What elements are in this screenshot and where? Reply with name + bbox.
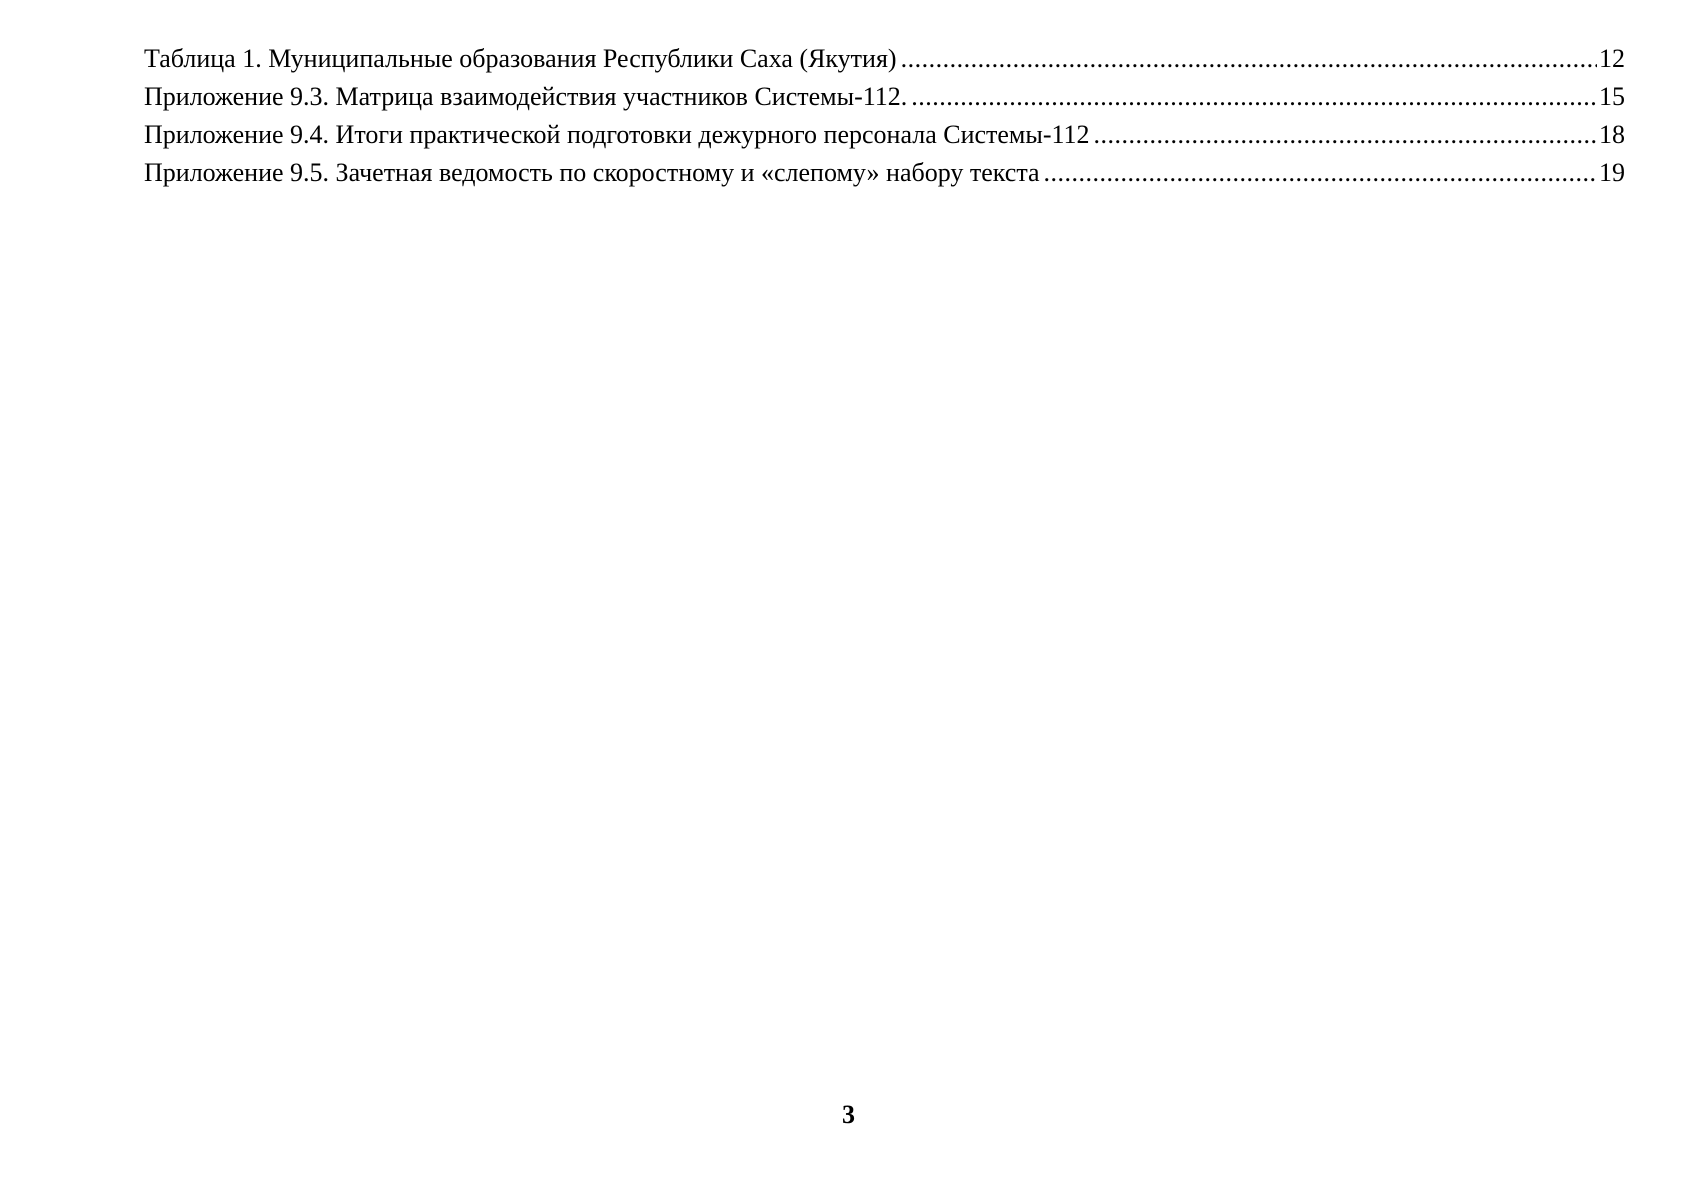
toc-dot-leader: [911, 78, 1597, 116]
toc-dot-leader: [901, 40, 1597, 78]
toc-entry[interactable]: [144, 78, 1625, 116]
toc-entry[interactable]: [144, 116, 1625, 154]
toc-entry-title: Приложение 9.3. Матрица взаимодействия участников Системы-112.: [144, 82, 908, 111]
toc-dot-leader: [1094, 116, 1597, 154]
toc-entry-page: 12: [1599, 44, 1625, 73]
toc-entry-title: Таблица 1. Муниципальные образования Республики Саха (Якутия): [144, 44, 897, 73]
page-number: 3: [842, 1100, 855, 1129]
toc-entry[interactable]: [144, 40, 1625, 78]
toc-entry[interactable]: [144, 154, 1625, 192]
toc-dot-leader: [1044, 154, 1597, 192]
table-of-contents: [144, 40, 1625, 192]
toc-entry-page: 18: [1599, 120, 1625, 149]
toc-entry-page: 19: [1599, 158, 1625, 187]
toc-entry-title: Приложение 9.4. Итоги практической подготовки дежурного персонала Системы-112: [144, 120, 1090, 149]
toc-entry-title: Приложение 9.5. Зачетная ведомость по скоростному и «слепому» набору текста: [144, 158, 1040, 187]
toc-entry-page: 15: [1599, 82, 1625, 111]
